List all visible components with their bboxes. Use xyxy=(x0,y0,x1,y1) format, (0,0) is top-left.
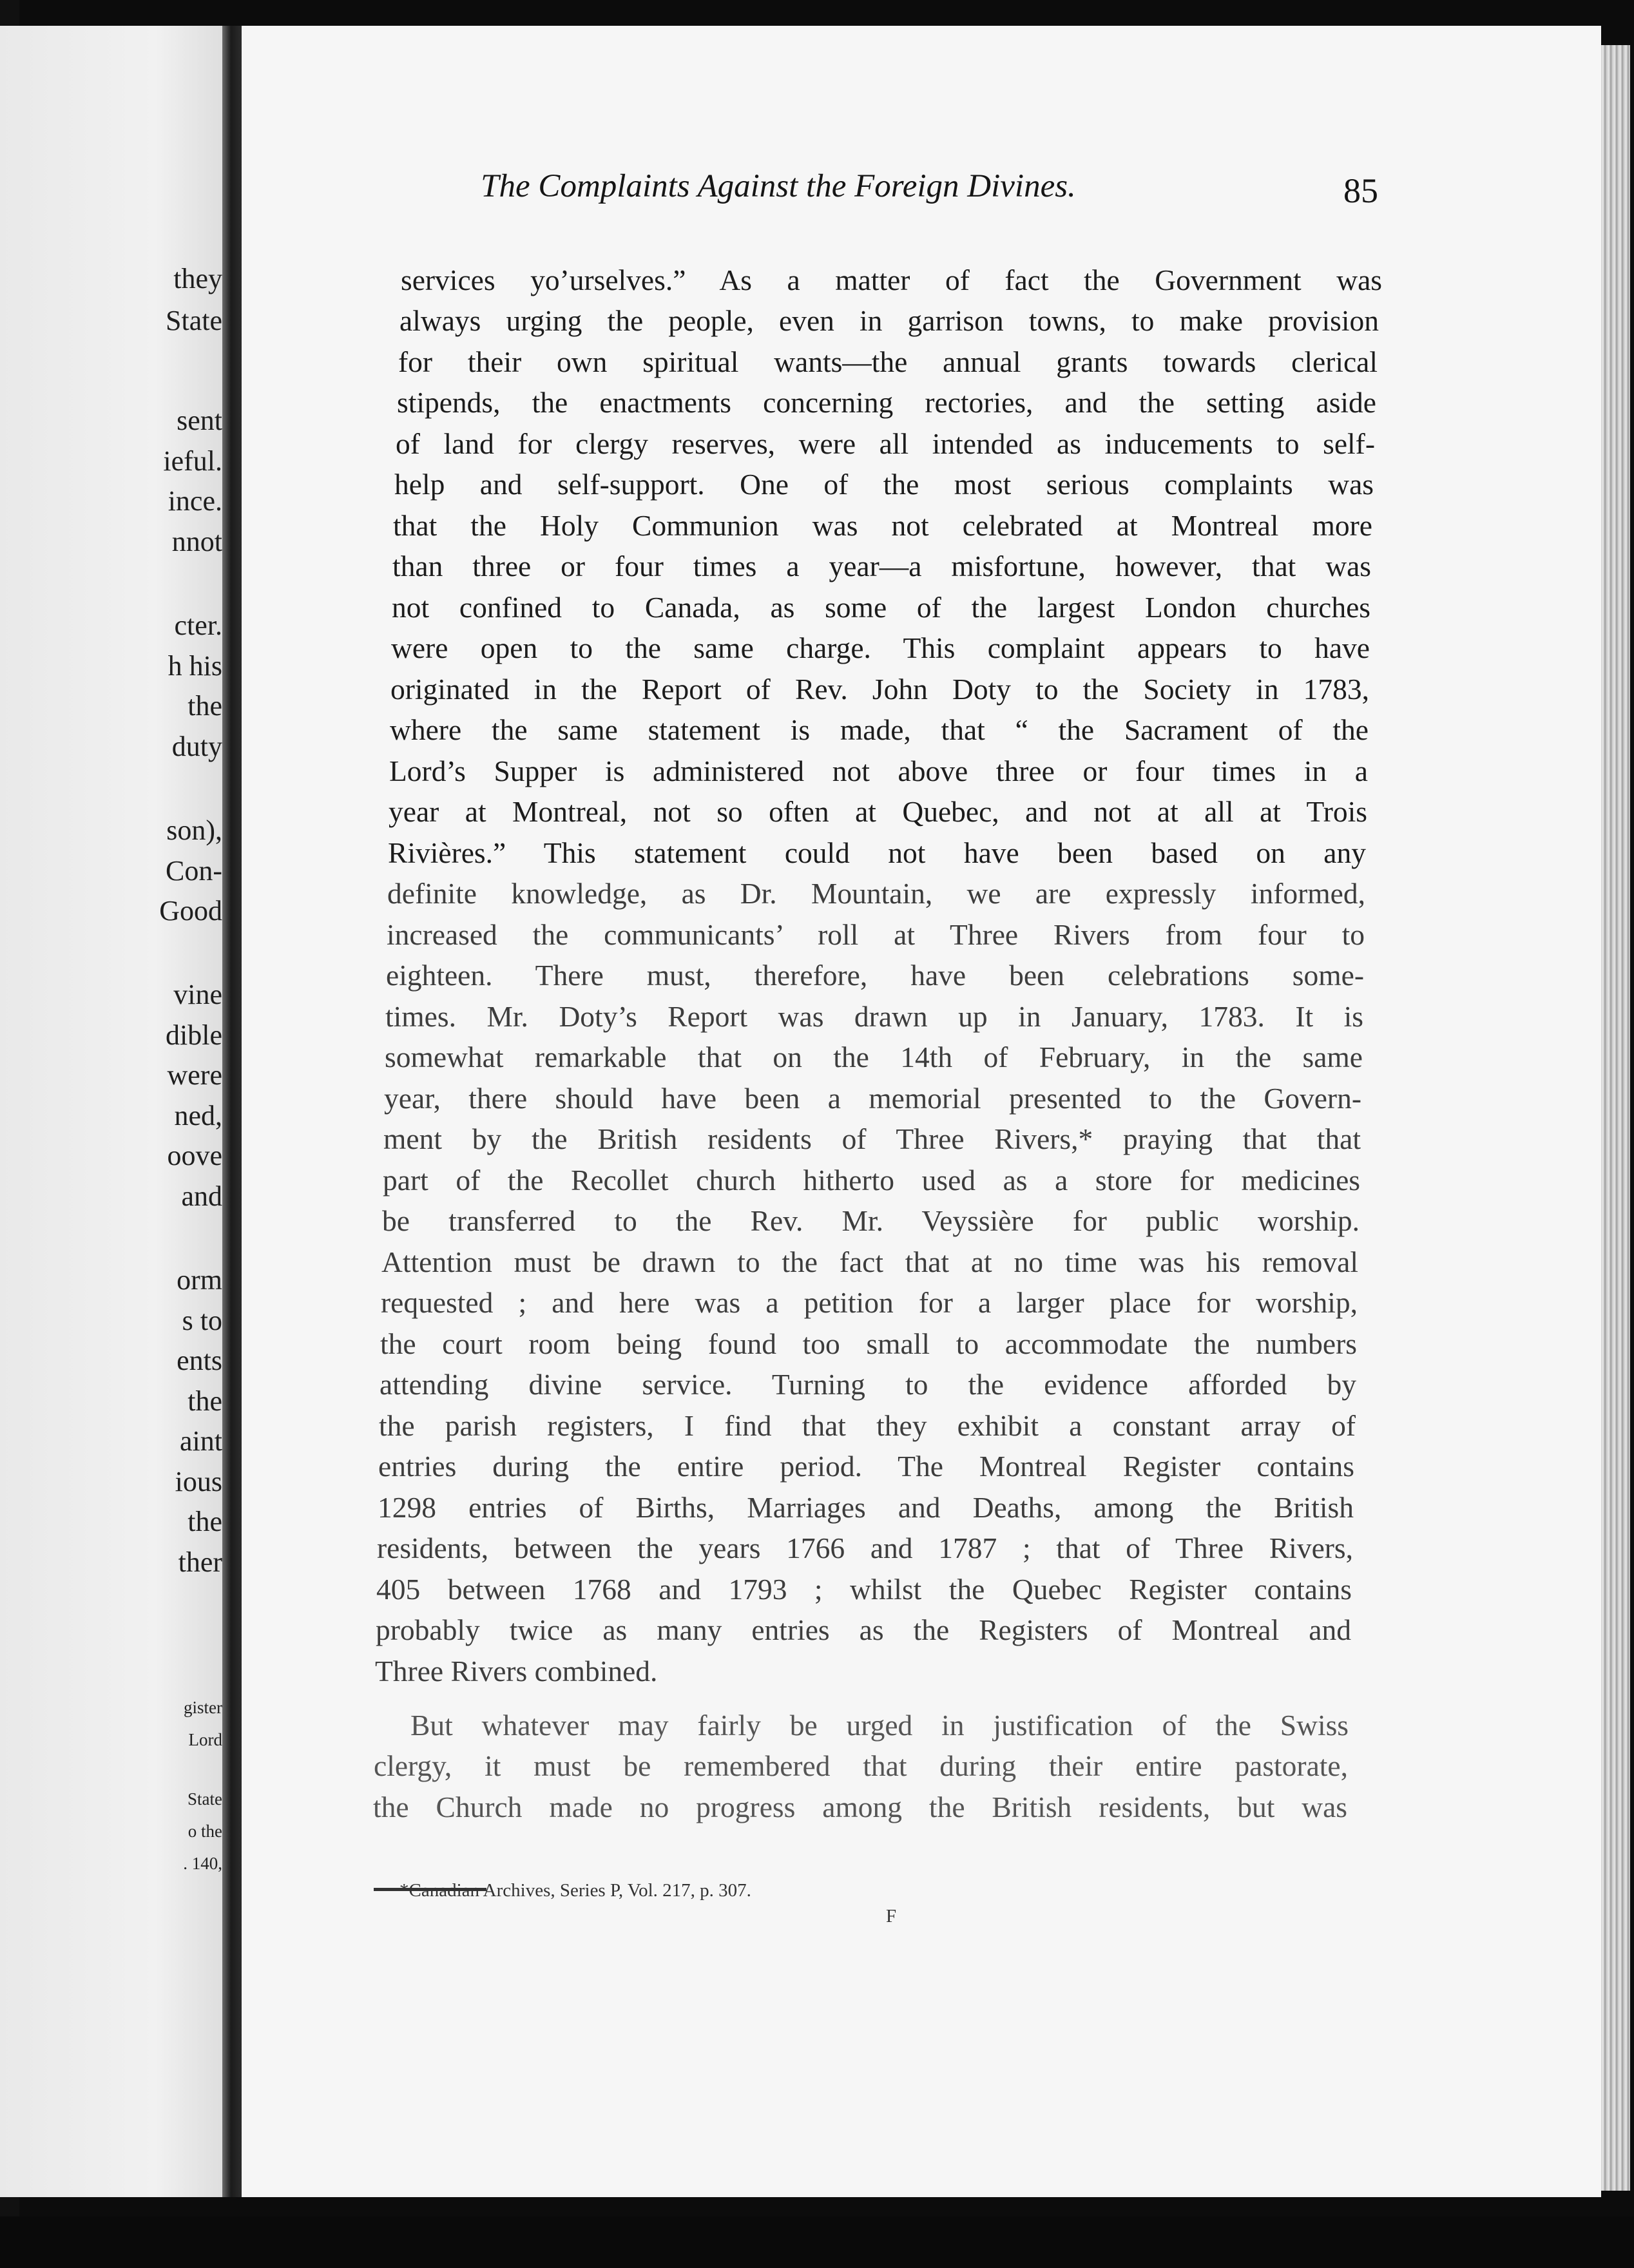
body-line: that the Holy Communion was not celebrated at Montreal more xyxy=(393,509,1372,542)
body-line: of land for clergy reserves, were all intended as inducements to self- xyxy=(396,427,1375,460)
body-line: the Church made no progress among the British residents, but was xyxy=(373,1791,1347,1823)
body-line: ment by the British residents of Three Rivers,* praying that that xyxy=(383,1122,1361,1155)
book-gutter xyxy=(222,26,242,2197)
body-line: Lord’s Supper is administered not above three or four times in a xyxy=(389,754,1368,787)
body-line: the parish registers, I find that they exhibit a constant array of xyxy=(379,1409,1356,1442)
left-footnote-fragment: Lord xyxy=(188,1730,222,1749)
left-page-fragment: ned, xyxy=(174,1100,222,1131)
body-line: were open to the same charge. This complaint appears to have xyxy=(391,631,1370,664)
body-line: be transferred to the Rev. Mr. Veyssière for public worship. xyxy=(382,1204,1360,1237)
left-page-fragment: State xyxy=(166,305,222,336)
left-page-fragment: the xyxy=(187,1385,222,1417)
body-line: Attention must be drawn to the fact that at no time was his removal xyxy=(381,1245,1358,1278)
body-line: definite knowledge, as Dr. Mountain, we are expressly informed, xyxy=(387,877,1365,910)
body-line: eighteen. There must, therefore, have been celebrations some- xyxy=(386,959,1364,992)
body-line: 1298 entries of Births, Marriages and Deaths, among the British xyxy=(378,1491,1354,1524)
left-page-fragment: ther xyxy=(178,1546,222,1578)
body-line: clergy, it must be remembered that during their entire pastorate, xyxy=(374,1749,1348,1782)
body-line: increased the communicants’ roll at Three Rivers from four to xyxy=(387,918,1365,951)
left-page-fragment: s to xyxy=(182,1305,222,1336)
body-line: attending divine service. Turning to the evidence afforded by xyxy=(380,1368,1356,1401)
left-page-fragment: the xyxy=(187,1506,222,1537)
footnote: *Canadian Archives, Series P, Vol. 217, p. 307. xyxy=(399,1880,751,1901)
left-page-fragment: oove xyxy=(167,1140,222,1171)
left-footnote-fragment: o the xyxy=(187,1821,222,1841)
body-line: residents, between the years 1766 and 1787 ; that of Three Rivers, xyxy=(377,1532,1353,1564)
left-page-fragment: Con- xyxy=(166,855,222,887)
left-page-fragment: and xyxy=(181,1180,222,1212)
body-line: 405 between 1768 and 1793 ; whilst the Quebec Register contains xyxy=(376,1573,1352,1606)
body-line: year, there should have been a memorial presented to the Govern- xyxy=(384,1082,1361,1115)
body-line: for their own spiritual wants—the annual grants towards clerical xyxy=(398,345,1378,378)
left-page-fragment: sent xyxy=(177,405,222,436)
scan-border-bottom xyxy=(0,2216,1634,2268)
body-line: probably twice as many entries as the Registers of Montreal and xyxy=(376,1613,1351,1646)
left-footnote-fragment: State xyxy=(187,1789,222,1809)
body-line: year at Montreal, not so often at Quebec, and not at all at Trois xyxy=(389,795,1367,828)
left-page-fragment: orm xyxy=(177,1264,222,1296)
body-line: services yo’urselves.” As a matter of fact the Government was xyxy=(401,264,1382,296)
body-line: But whatever may fairly be urged in justification of the Swiss xyxy=(410,1709,1349,1742)
body-line: help and self-support. One of the most serious complaints was xyxy=(394,468,1374,501)
body-line: not confined to Canada, as some of the largest London churches xyxy=(392,591,1370,624)
left-page-fragment: aint xyxy=(180,1425,222,1457)
body-line: originated in the Report of Rev. John Doty to the Society in 1783, xyxy=(390,673,1369,706)
left-page-fragment: were xyxy=(167,1059,222,1091)
body-line: part of the Recollet church hitherto used as a store for medicines xyxy=(383,1164,1360,1196)
left-page-fragment: the xyxy=(187,690,222,722)
body-line: the court room being found too small to accommodate the numbers xyxy=(380,1327,1357,1360)
left-page-fragment: ieful. xyxy=(163,445,222,477)
page-edge xyxy=(1601,45,1630,2191)
left-page-fragment: cter. xyxy=(174,610,222,641)
signature-mark: F xyxy=(886,1906,897,1927)
left-page-fragment: ents xyxy=(177,1345,222,1376)
left-footnote-fragment: . 140, xyxy=(183,1854,222,1873)
body-line: always urging the people, even in garrison towns, to make provision xyxy=(399,304,1379,337)
running-head: The Complaints Against the Foreign Divines. xyxy=(481,168,1076,204)
left-page-fragment: vine xyxy=(173,979,222,1010)
left-page-fragment: ince. xyxy=(168,485,222,517)
left-footnote-fragment: gister xyxy=(184,1698,222,1717)
body-line: somewhat remarkable that on the 14th of February, in the same xyxy=(385,1041,1363,1073)
body-line: stipends, the enactments concerning rectories, and the setting aside xyxy=(397,386,1376,419)
left-page xyxy=(0,26,222,2197)
page-number: 85 xyxy=(1343,171,1378,210)
body-line: where the same statement is made, that “ the Sacrament of the xyxy=(390,713,1369,746)
left-page-fragment: h his xyxy=(168,650,222,682)
left-page-fragment: they xyxy=(173,263,222,294)
body-line: entries during the entire period. The Montreal Register contains xyxy=(378,1450,1354,1483)
left-page-fragment: son), xyxy=(166,814,222,846)
body-line: times. Mr. Doty’s Report was drawn up in January, 1783. It is xyxy=(385,1000,1363,1033)
body-line: than three or four times a year—a misfortune, however, that was xyxy=(392,550,1371,582)
left-page-fragment: nnot xyxy=(171,526,222,557)
left-page-fragment: ious xyxy=(175,1466,222,1497)
body-line: requested ; and here was a petition for a larger place for worship, xyxy=(381,1286,1358,1319)
left-page-fragment: dible xyxy=(166,1019,222,1051)
left-page-fragment: Good xyxy=(159,895,222,927)
body-line: Rivières.” This statement could not have been based on any xyxy=(388,836,1366,869)
body-line: Three Rivers combined. xyxy=(375,1655,658,1687)
left-page-fragment: duty xyxy=(171,731,222,762)
